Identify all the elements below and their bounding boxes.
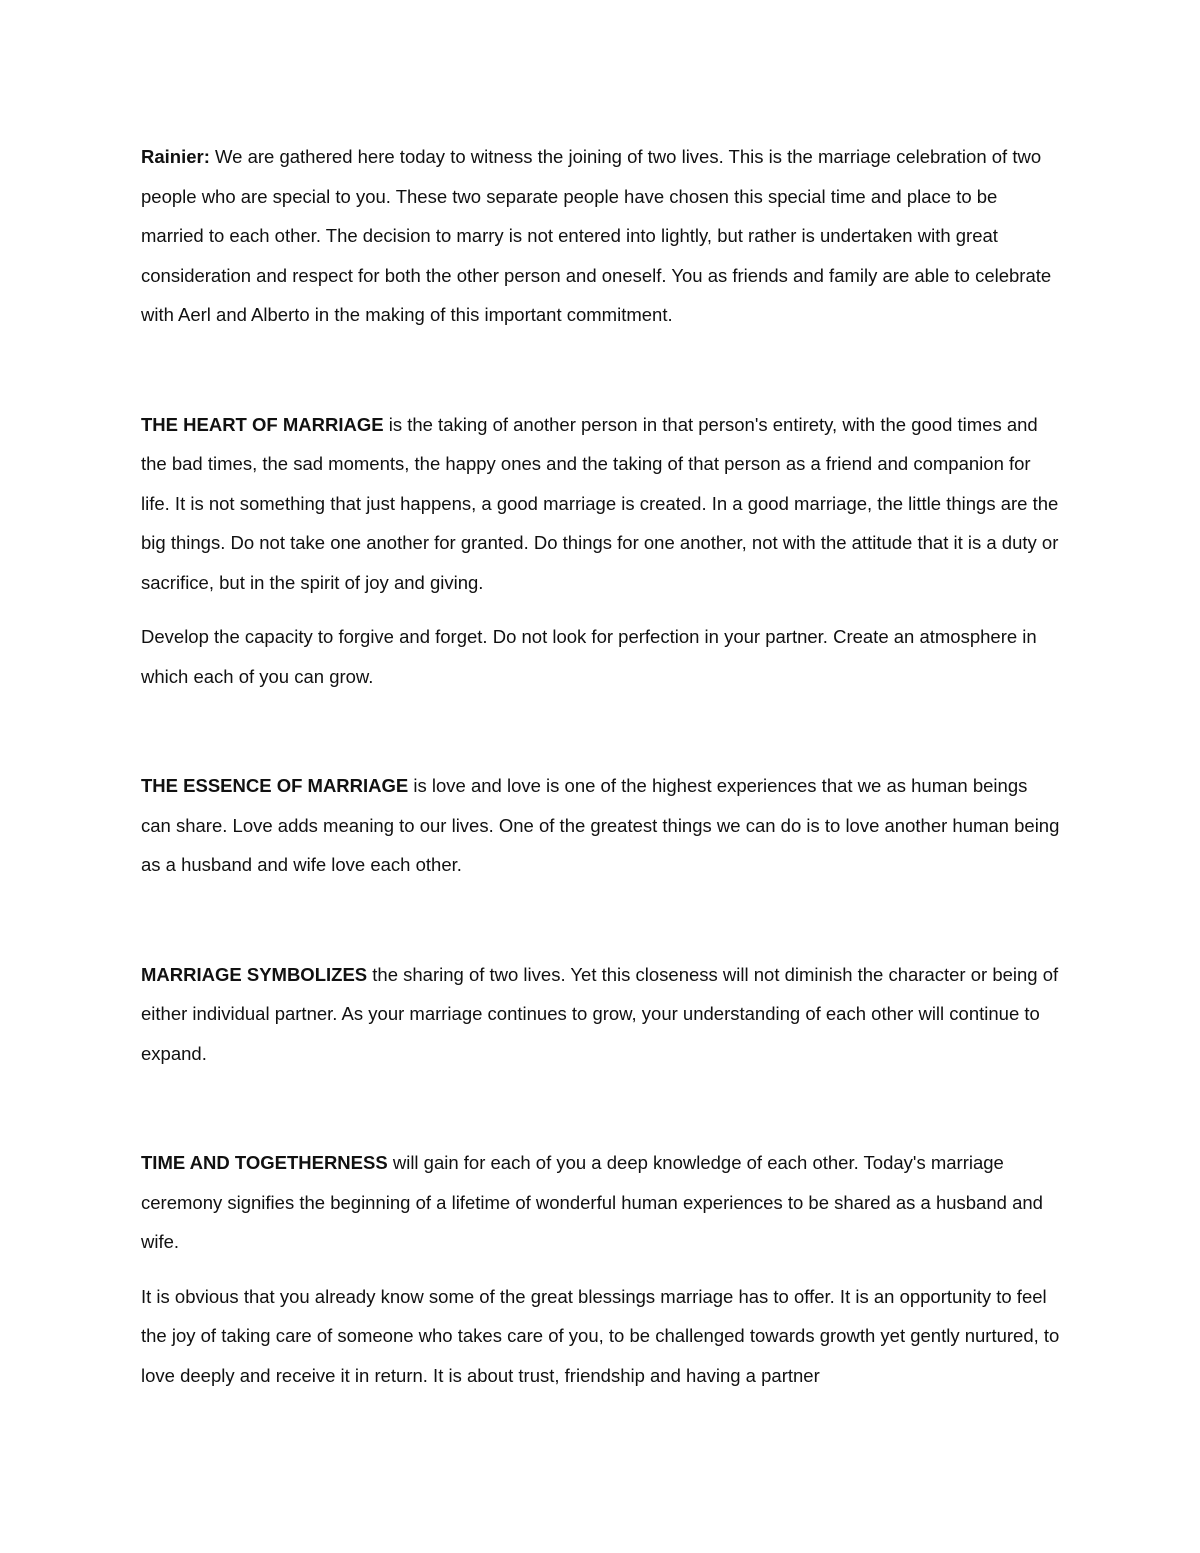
paragraph-text: the sharing of two lives. Yet this closeness will not diminish the character or being of either individual partner. As your marriage continues to grow, your understanding of each other will continue to expand. [141,963,1059,1064]
paragraph-time-and-togetherness [141,1143,1061,1262]
document-body [141,137,1061,1395]
paragraph-text: We are gathered here today to witness the joining of two lives. This is the marriage celebration of two people who are special to you. These two separate people have chosen this special time and place to be married to each other. The decision to marry is not entered into lightly, but rather is undertaken with great consideration and respect for both the other person and oneself. You as friends and family are able to celebrate with Aerl and Alberto in the making of this important commitment. [141,146,1052,325]
paragraph-text: will gain for each of you a deep knowledge of each other. Today's marriage ceremony signifies the beginning of a lifetime of wonderful human experiences to be shared as a husband and wife. [141,1152,1043,1252]
paragraph-opening [141,137,1061,335]
paragraph-text: It is obvious that you already know some of the great blessings marriage has to offer. It is an opportunity to feel the joy of taking care of someone who takes care of you, to be challenged towards growth yet gently nurtured, to love deeply and receive it in return. It is about trust, friendship and having a partner [141,1285,1060,1386]
paragraph-marriage-symbolizes [141,955,1061,1074]
section-lead: TIME AND TOGETHERNESS [141,1152,388,1173]
section-lead: MARRIAGE SYMBOLIZES [141,963,368,985]
paragraph-heart-of-marriage [141,405,1061,603]
paragraph-text: Develop the capacity to forgive and forget. Do not look for perfection in your partner. Create an atmosphere in which each of you can grow. [141,626,1037,687]
speaker-name: Rainier: [141,146,210,167]
paragraph-text: is the taking of another person in that person's entirety, with the good times and the bad times, the sad moments, the happy ones and the taking of that person as a friend and companion for life. It is not something that just happens, a good marriage is created. In a good marriage, the little things are the big things. Do not take one another for granted. Do things for one another, not with the attitude that it is a duty or sacrifice, but in the spirit of joy and giving. [141,413,1059,593]
paragraph-forgive [141,617,1061,696]
paragraph-text: is love and love is one of the highest experiences that we as human beings can share. Love adds meaning to our lives. One of the greatest things we can do is to love another human being as a husband and wife love each other. [141,775,1060,875]
section-lead: THE HEART OF MARRIAGE [141,413,384,435]
paragraph-essence-of-marriage [141,766,1061,885]
paragraph-blessings [141,1277,1061,1396]
section-lead: THE ESSENCE OF MARRIAGE [141,775,409,796]
